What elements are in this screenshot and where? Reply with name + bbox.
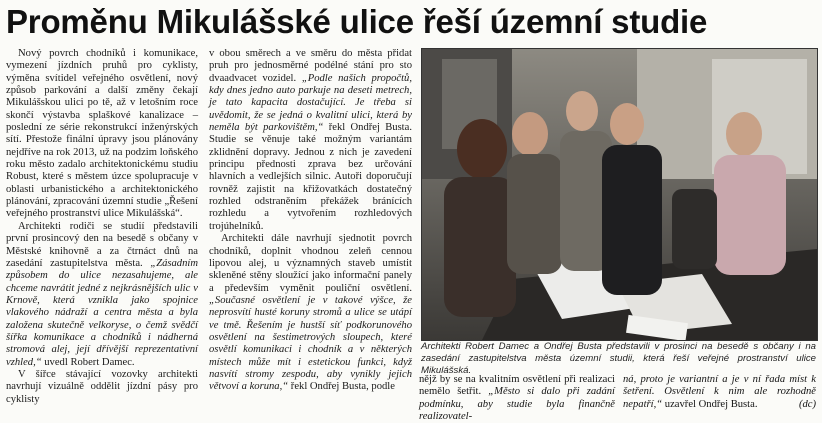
article-photo — [421, 48, 818, 341]
quote: „Zásadním způsobem do ulice nezasahujeme, ale chceme navrátit jedné z nejkrásnějších ulic v Krnově, která vznikla jako spojnice vlakového nádraží a centra města a byla založena skutečně velkoryse, o čemž svědčí šířka komunikace a chodníků i nádherná stromová alej, její dřívější reprezentativní vzhled,“ — [6, 257, 198, 368]
paragraph: Architekti rodiči se studií představili první prosincový den na besedě s občany v Městské knihovně a za čtrnáct dnů na zasedání zastupitelstva města. „Zásadním způsobem do ulice nezasahujeme, ale chceme navrátit jedné z nejkrásnějších ulic v Krnově, která vznikla jako spojnice vlakového nádraží a centra města a byla založena skutečně velkoryse, o čemž svědčí šířka komunikace a chodníků i nádherná stromová alej, její dřívější reprezentativní vzhled,“ uvedl Robert Damec. — [6, 220, 198, 368]
quote: „Město si dalo při zadání podmínku, aby studie byla finančně realizovatel- — [419, 386, 615, 422]
quote: ná, proto je variantní a je v ní řada míst k šetření. Osvětlení k nim ale rozhodně nepatří,“ — [623, 374, 816, 410]
author-signature: (dc) — [798, 398, 816, 410]
paragraph: Architekti dále navrhují sjednotit povrch chodníků, doplnit vhodnou zeleň cennou lipovou alej, u významných staveb umístit skleněné stěny sloužící jako informační panely a především vyměnit pouliční osvětlení. „Současné osvětlení je v takové výšce, že neprosvítí husté koruny stromů a ulice se utápí ve tmě. Řešením je hustší síť podkorunového osvětlení na šestimetrových sloupech, které osvětlí komunikaci i chodník a v některých místech může mít i estetickou funkci, když nasvítí stromy zespodu, aby vynikly jejich větvoví a koruna,“ řekl Ondřej Busta, podle — [209, 233, 412, 393]
article-column-2 — [209, 48, 412, 394]
quote: „Současné osvětlení je v takové výšce, že neprosvítí husté koruny stromů a ulice se utápí ve tmě. Řešením je hustší síť podkorunového osvětlení na šestimetrových sloupech, které osvětlí komunikaci i chodník a v některých místech může mít i estetickou funkci, když nasvítí stromy zespodu, aby vynikly jejich větvoví a koruna,“ — [209, 294, 412, 393]
paragraph: Nový povrch chodníků i komunikace, vymezení jízdních pruhů pro cyklisty, výměna svítidel veřejného osvětlení, nový způsob parkování a další změny čekají Mikulášskou ulici po tě, až v letošním roce skončí výstavba splaškové kanalizace – poslední ze série rekonstrukcí inženýrských sítí. Přestože finální úpravy jsou plánovány nejdříve na rok 2013, už na podzim loňského roku město zadalo architektonickému studiu Robust, které s městem úzce spolupracuje v oblasti urbanistického a architektonického plánování, zpracování územní studie „Řešení veřejného prostranství ulice Mikulášská“. — [6, 48, 198, 220]
paragraph: V šířce stávající vozovky architekti navrhují vizuálně oddělit jízdní pásy pro cyklisty — [6, 368, 198, 405]
article-headline: Proměnu Mikulášské ulice řeší územní studie — [6, 3, 708, 40]
quote: „Podle našich propočtů, kdy dnes jedno auto parkuje na deseti metrech, je tato kapacita dostačující. Je třeba si uvědomit, že se jedná o kvalitní ulici, která by neměla být parkovištěm,“ — [209, 72, 412, 134]
paragraph: v obou směrech a ve směru do města přidat pruh pro jednosměrné podélné stání pro sto dvaadvacet vozidel. „Podle našich propočtů, kdy dnes jedno auto parkuje na deseti metrech, je tato kapacita dostačující. Je třeba si uvědomit, že se jedná o kvalitní ulici, která by neměla být parkovištěm,“ řekl Ondřej Busta. Studie se věnuje také možným variantám zklidnění dopravy. Jednou z nich je zavedení principu přednosti zprava bez určování hlavních a vedlejších silnic. Autoři doporučují rovněž zajistit na křižovatkách dostatečný rozhled odstraněním překážek bránících rozhledu a vytvořením rozhledových trojúhelníků. — [209, 48, 412, 232]
article-column-1 — [6, 48, 198, 406]
photo-caption: Architekti Robert Damec a Ondřej Busta představili v prosinci na besedě s občany i na zasedání zastupitelstva města územní studii, která řeší veřejné prostranství ulice Mikulášská. — [421, 341, 816, 376]
article-column-3-right: ná, proto je variantní a je v ní řada míst k šetření. Osvětlení k nim ale rozhodně nepatří,“ uzavřel Ondřej Busta. (dc) — [623, 374, 816, 410]
article-column-3-left: nějž by se na kvalitním osvětlení při realizaci nemělo šetřit. „Město si dalo při zadání podmínku, aby studie byla finančně realizovatel- — [419, 374, 615, 422]
